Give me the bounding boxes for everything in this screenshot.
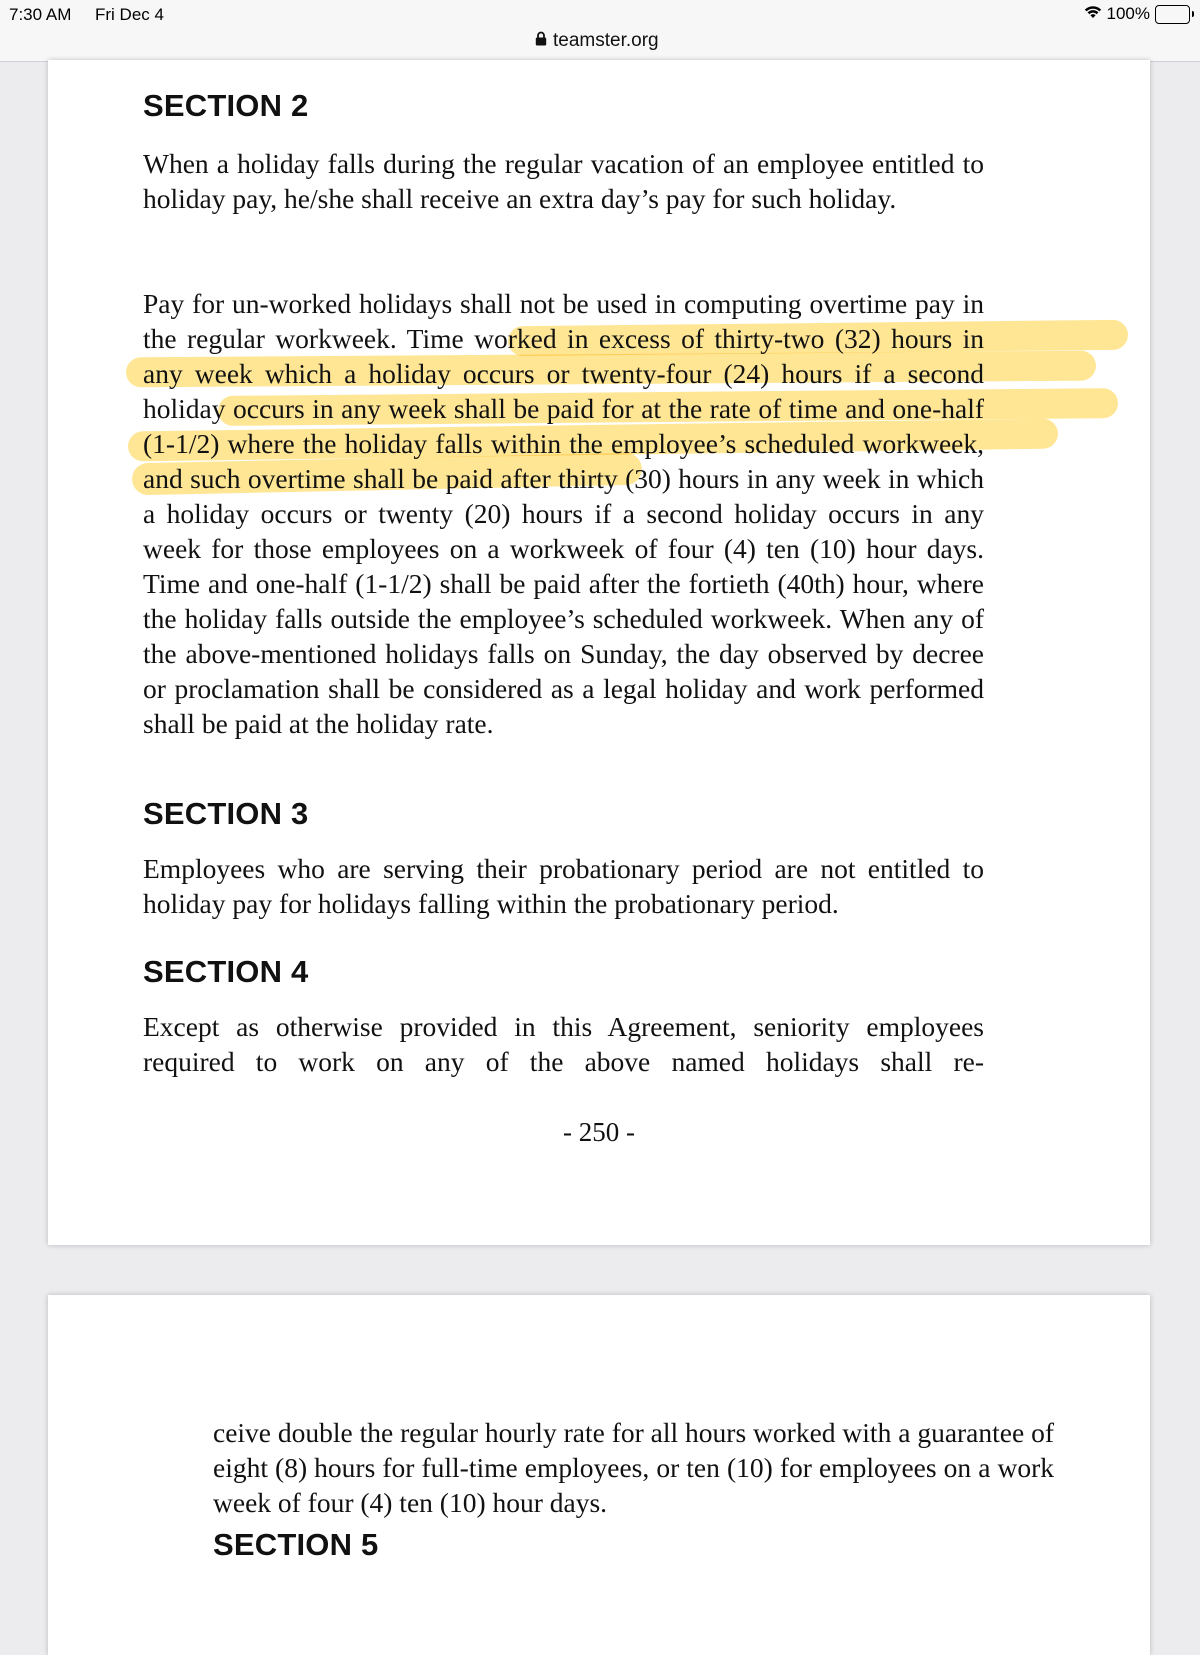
- url-text: teamster.org: [553, 30, 659, 51]
- document-page: [48, 1295, 1150, 1655]
- status-indicators: [1084, 4, 1190, 24]
- url-display[interactable]: [535, 30, 659, 52]
- section-4-heading: SECTION 4: [143, 954, 309, 989]
- status-date: Fri Dec 4: [95, 5, 164, 24]
- battery-icon: [1155, 5, 1190, 24]
- section-3-heading: SECTION 3: [143, 796, 309, 831]
- section-4-continuation: ceive double the regular hourly rate for all hours worked with a guarantee of eight (8) hours for full-time employees, or ten (10) for employees on a work week of four (4) ten (10) hour days.: [213, 1417, 1054, 1518]
- page-number: - 250 -: [563, 1117, 635, 1147]
- wifi-icon: [1084, 4, 1102, 24]
- document-page: [48, 60, 1150, 1245]
- lock-icon: [535, 30, 547, 52]
- section-5-heading: SECTION 5: [213, 1527, 379, 1562]
- section-2-paragraph-1: When a holiday falls during the regular vacation of an employee entitled to holiday pay, he/she shall receive an extra day’s pay for such holiday.: [143, 148, 984, 214]
- section-3-paragraph-1: Employees who are serving their probationary period are not entitled to holiday pay for holidays falling within the probationary period.: [143, 853, 984, 919]
- status-time: 7:30 AM: [9, 5, 72, 24]
- status-bar: [0, 0, 1200, 30]
- section-2-paragraph-2: Pay for un-worked holidays shall not be used in computing overtime pay in the regular workweek. Time worked in excess of thirty-two (32) hours in any week which a holiday occurs or twenty-four (24) hours if a second holiday occurs in any week shall be paid for at the rate of time and one-half (1-1/2) where the holiday falls within the employee’s scheduled workweek, and such overtime shall be paid after thirty (30) hours in any week in which a holiday occurs or twenty (20) hours if a second holiday occurs in any week for those employees on a workweek of four (4) ten (10) hour days. Time and one-half (1-1/2) shall be paid after the fortieth (40th) hour, where the holiday falls outside the employee’s scheduled workweek. When any of the above-mentioned holidays falls on Sunday, the day observed by decree or proclamation shall be considered as a legal holiday and work performed shall be paid at the holiday rate.: [143, 288, 984, 739]
- address-bar[interactable]: [0, 30, 1200, 62]
- battery-percentage: 100%: [1106, 4, 1150, 23]
- section-4-paragraph-1: Except as otherwise provided in this Agreement, seniority employees required to work on any of the above named holidays shall re-: [143, 1011, 984, 1077]
- section-2-heading: SECTION 2: [143, 88, 309, 123]
